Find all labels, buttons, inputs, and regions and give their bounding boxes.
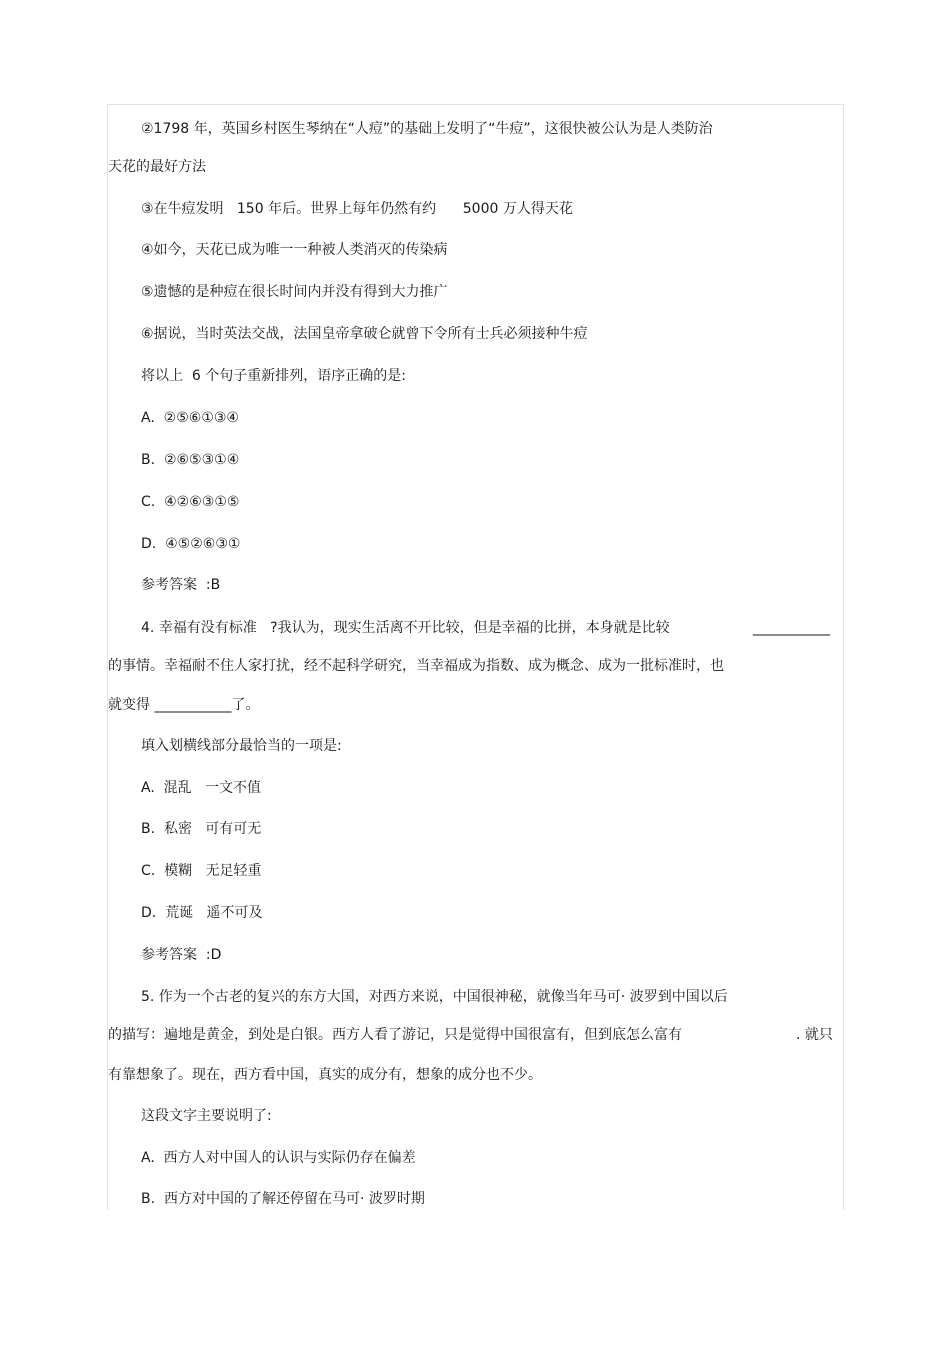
q4-option-d: D. 荒诞 遥不可及	[141, 905, 263, 921]
q5-stem-line2: 的描写：遍地是黄金，到处是白银。西方人看了游记，只是觉得中国很富有，但到底怎么富有	[108, 1027, 682, 1043]
q5-prompt: 这段文字主要说明了:	[141, 1108, 272, 1124]
q4-option-b: B. 私密 可有可无	[141, 821, 262, 837]
q5-option-a: A. 西方人对中国人的认识与实际仍存在偏差	[141, 1150, 416, 1166]
q5-option-b: B. 西方对中国的了解还停留在马可· 波罗时期	[141, 1191, 425, 1207]
q3-sentence-6: ⑥据说，当时英法交战，法国皇帝拿破仑就曾下令所有士兵必须接种牛痘	[141, 326, 588, 342]
q3-option-a: A. ②⑤⑥①③④	[141, 410, 239, 426]
q4-stem-line2: 的事情。幸福耐不住人家打扰，经不起科学研究，当幸福成为指数、成为概念、成为一批标准时，也	[108, 658, 724, 674]
q3-sentence-3: ③在牛痘发明 150 年后。世界上每年仍然有约 5000 万人得天花	[141, 201, 573, 217]
q3-option-c: C. ④②⑥③①⑤	[141, 494, 240, 510]
q3-option-b: B. ②⑥⑤③①④	[141, 452, 240, 468]
q4-option-a: A. 混乱 一文不值	[141, 780, 262, 796]
q3-sentence-2-line2: 天花的最好方法	[108, 159, 206, 175]
q4-option-c: C. 模糊 无足轻重	[141, 863, 262, 879]
q4-blank-1: ___________	[753, 620, 830, 636]
q3-sentence-4: ④如今，天花已成为唯一一种被人类消灭的传染病	[141, 242, 448, 258]
q4-answer: 参考答案 :D	[141, 947, 222, 963]
q5-stem-line3: 有靠想象了。现在，西方看中国，真实的成分有，想象的成分也不少。	[108, 1067, 542, 1083]
q4-stem-line3: 就变得 ___________了。	[108, 697, 260, 713]
q3-answer: 参考答案 :B	[141, 577, 221, 593]
q3-option-d: D. ④⑤②⑥③①	[141, 536, 241, 552]
q3-sentence-2-line1: ②1798 年，英国乡村医生琴纳在“人痘”的基础上发明了“牛痘”，这很快被公认为是人类防治	[141, 121, 713, 137]
q3-sentence-5: ⑤遗憾的是种痘在很长时间内并没有得到大力推广	[141, 284, 448, 300]
q5-stem-line2-tail: . 就只	[796, 1027, 833, 1043]
q5-stem-line1: 5. 作为一个古老的复兴的东方大国，对西方来说，中国很神秘，就像当年马可· 波罗到中国以后	[141, 989, 728, 1005]
q4-prompt: 填入划横线部分最恰当的一项是:	[141, 738, 342, 754]
q4-stem-line1: 4. 幸福有没有标准 ?我认为，现实生活离不开比较，但是幸福的比拼，本身就是比较	[141, 620, 670, 636]
q3-prompt: 将以上 6 个句子重新排列，语序正确的是:	[141, 368, 406, 384]
